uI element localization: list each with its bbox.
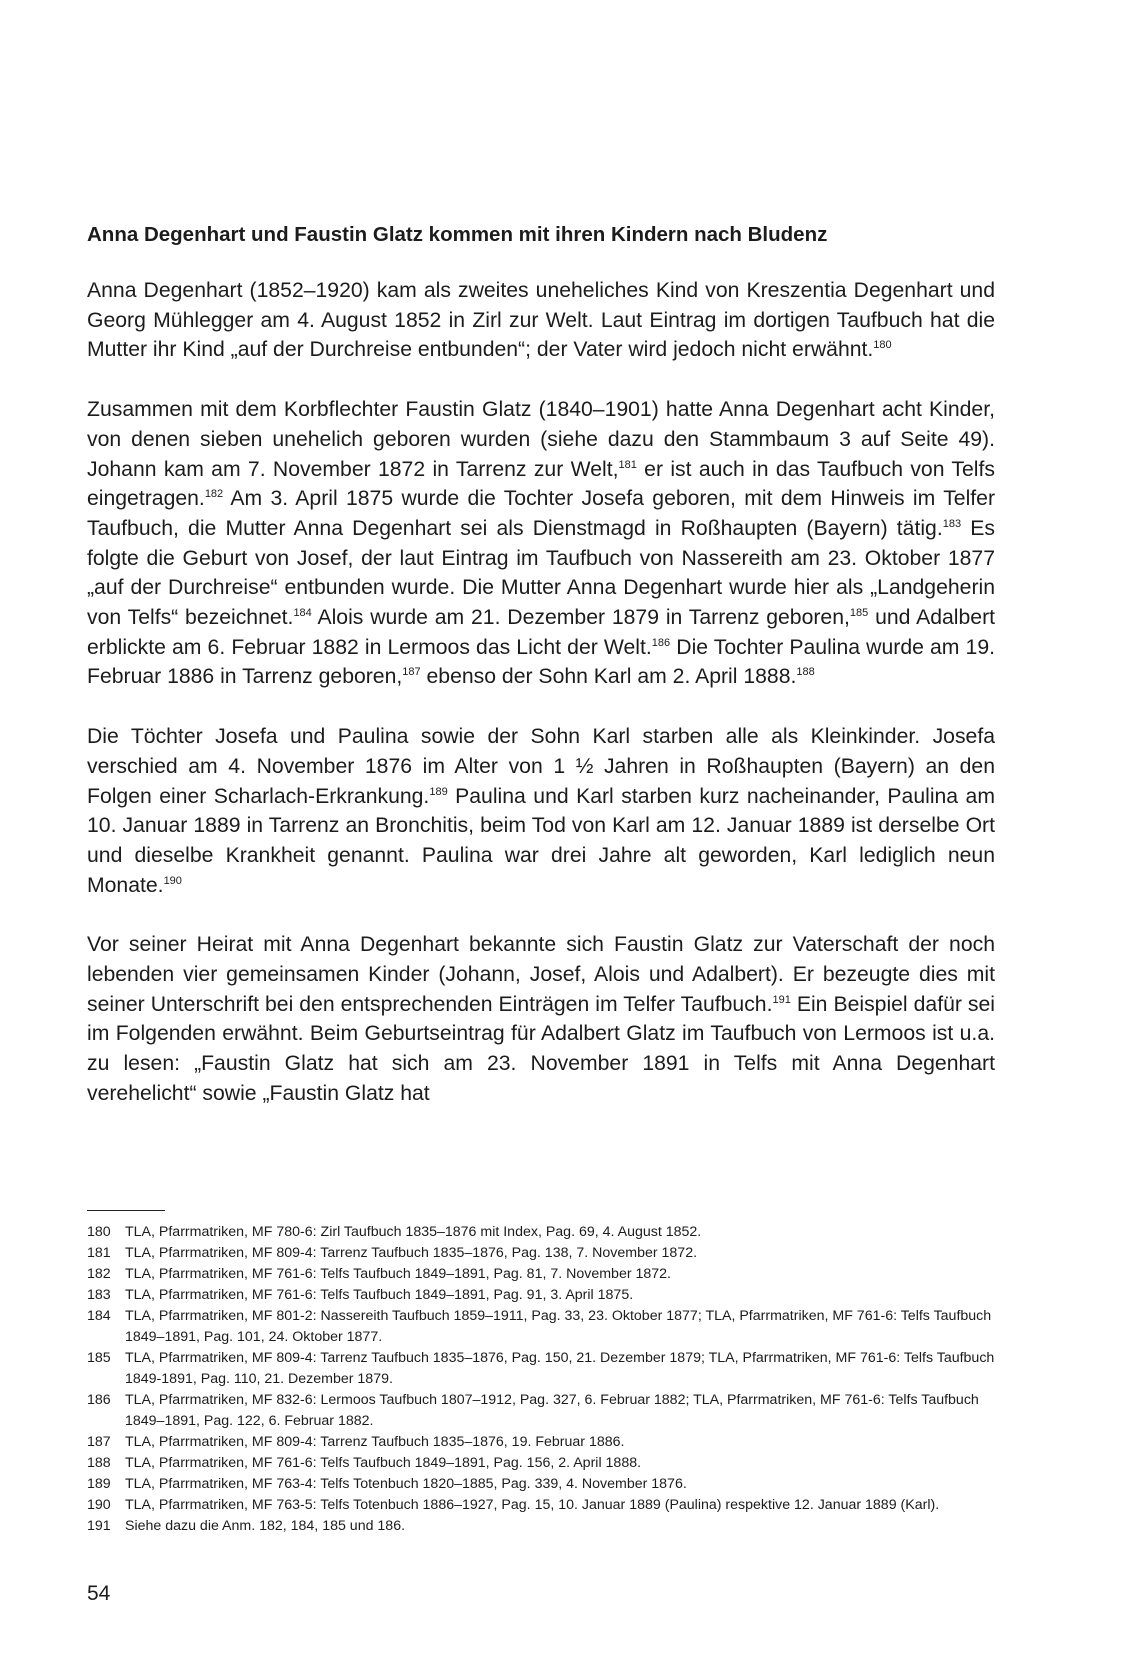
paragraph [87, 930, 995, 1108]
footnote-text: TLA, Pfarrmatriken, MF 780-6: Zirl Taufbuch 1835–1876 mit Index, Pag. 69, 4. August 1852. [125, 1224, 702, 1240]
footnote-marker[interactable]: 184 [293, 606, 312, 619]
paragraph-text: Zusammen mit dem Korbflechter Faustin Glatz (1840–1901) hatte Anna Degenhart acht Kinder, von denen sieben unehelich geboren wurden (siehe dazu den Stammbaum 3 auf Seite 49). Johann kam am 7. November 1872 in Tarrenz zur Welt, [87, 398, 995, 481]
footnote-marker[interactable]: 182 [204, 488, 224, 501]
body-text [87, 276, 995, 1139]
footnote-number: 180 [87, 1224, 111, 1240]
footnote-separator [87, 1210, 165, 1211]
footnote-text: TLA, Pfarrmatriken, MF 832-6: Lermoos Taufbuch 1807–1912, Pag. 327, 6. Februar 1882; TLA, Pfarrmatriken, MF 761-6: Telfs Taufbuch 1849–1891, Pag. 122, 6. Februar 1882. [125, 1392, 979, 1429]
footnote [87, 1306, 995, 1348]
footnote-number: 191 [87, 1518, 111, 1534]
footnote-marker[interactable]: 183 [942, 517, 962, 530]
footnote-number: 188 [87, 1455, 111, 1471]
footnote-marker[interactable]: 187 [402, 666, 421, 679]
footnote-marker[interactable]: 180 [873, 339, 892, 352]
footnote-text: TLA, Pfarrmatriken, MF 809-4: Tarrenz Taufbuch 1835–1876, 19. Februar 1886. [125, 1434, 625, 1450]
footnote-number: 182 [87, 1266, 111, 1282]
footnote-marker[interactable]: 186 [651, 636, 671, 649]
footnote-text: TLA, Pfarrmatriken, MF 809-4: Tarrenz Taufbuch 1835–1876, Pag. 150, 21. Dezember 1879; TLA, Pfarrmatriken, MF 761-6: Telfs Taufbuch 1849-1891, Pag. 110, 21. Dezember 1879. [125, 1350, 995, 1387]
paragraph-text: und Adalbert erblickte am 6. Februar 1882 in Lermoos das Licht der Welt. [87, 606, 996, 659]
footnote-marker[interactable]: 181 [618, 458, 637, 471]
paragraph-text: Paulina und Karl starben kurz nacheinander, Paulina am 10. Januar 1889 in Tarrenz an Bronchitis, beim Tod von Karl am 12. Januar 1889 ist derselbe Ort und dieselbe Krankheit genannt. Paulina war drei Jahre alt geworden, Karl lediglich neun Monate. [87, 784, 995, 897]
footnote-number: 184 [87, 1308, 111, 1324]
footnote-number: 183 [87, 1287, 111, 1303]
paragraph-text: Anna Degenhart (1852–1920) kam als zweites uneheliches Kind von Kreszentia Degenhart und Georg Mühlegger am 4. August 1852 in Zirl zur Welt. Laut Eintrag im dortigen Taufbuch hat die Mutter ihr Kind „auf der Durchreise entbunden“; der Vater wird jedoch nicht erwähnt. [87, 279, 995, 362]
paragraph [87, 276, 995, 365]
footnote [87, 1474, 995, 1495]
footnote-text: TLA, Pfarrmatriken, MF 809-4: Tarrenz Taufbuch 1835–1876, Pag. 138, 7. November 1872. [125, 1245, 698, 1261]
footnote [87, 1243, 995, 1264]
footnote-text: TLA, Pfarrmatriken, MF 761-6: Telfs Taufbuch 1849–1891, Pag. 156, 2. April 1888. [125, 1455, 642, 1471]
footnote-marker[interactable]: 185 [849, 606, 869, 619]
footnote-marker[interactable]: 191 [772, 993, 791, 1006]
footnote [87, 1222, 995, 1243]
footnote [87, 1453, 995, 1474]
footnote-text: TLA, Pfarrmatriken, MF 761-6: Telfs Taufbuch 1849–1891, Pag. 81, 7. November 1872. [125, 1266, 672, 1282]
paragraph-text: Vor seiner Heirat mit Anna Degenhart bekannte sich Faustin Glatz zur Vaterschaft der noch lebenden vier gemeinsamen Kinder (Johann, Josef, Alois und Adalbert). Er bezeugte dies mit seiner Unterschrift bei den entsprechenden Einträgen im Telfer Taufbuch. [87, 933, 995, 1016]
footnote [87, 1516, 995, 1537]
footnote-text: TLA, Pfarrmatriken, MF 761-6: Telfs Taufbuch 1849–1891, Pag. 91, 3. April 1875. [125, 1287, 634, 1303]
footnote [87, 1390, 995, 1432]
footnote-text: Siehe dazu die Anm. 182, 184, 185 und 186. [125, 1518, 406, 1534]
footnote [87, 1432, 995, 1453]
paragraph-text: Am 3. April 1875 wurde die Tochter Josefa geboren, mit dem Hinweis im Telfer Taufbuch, die Mutter Anna Degenhart sei als Dienstmagd in Roßhaupten (Bayern) tätig. [87, 487, 995, 540]
paragraph-text: ebenso der Sohn Karl am 2. April 1888. [420, 665, 797, 689]
paragraph-text: Ein Beispiel dafür sei im Folgenden erwähnt. Beim Geburtseintrag für Adalbert Glatz im Taufbuch von Lermoos ist u.a. zu lesen: „Faustin Glatz hat sich am 23. November 1891 in Telfs mit Anna Degenhart verehelicht“ sowie „Faustin Glatz hat [87, 992, 995, 1105]
footnote-text: TLA, Pfarrmatriken, MF 763-5: Telfs Totenbuch 1886–1927, Pag. 15, 10. Januar 1889 (Paulina) respektive 12. Januar 1889 (Karl). [125, 1497, 940, 1513]
paragraph-text: Die Tochter Paulina wurde am 19. Februar 1886 in Tarrenz geboren, [87, 635, 995, 689]
footnote-number: 187 [87, 1434, 111, 1450]
footnote [87, 1495, 995, 1516]
footnote-number: 185 [87, 1350, 111, 1366]
paragraph [87, 722, 995, 900]
footnote-marker[interactable]: 190 [163, 874, 182, 887]
footnote-number: 181 [87, 1245, 111, 1261]
footnote-number: 189 [87, 1476, 111, 1492]
paragraph-text: Es folgte die Geburt von Josef, der laut Eintrag im Taufbuch von Nassereith am 23. Oktober 1877 „auf der Durchreise“ entbunden wurde. Die Mutter Anna Degenhart wurde hier als „Landgeherin von Telfs“ bezeichnet. [87, 516, 995, 630]
footnotes [87, 1222, 995, 1537]
footnote [87, 1348, 995, 1390]
footnote-number: 190 [87, 1497, 111, 1513]
paragraph-text: Die Töchter Josefa und Paulina sowie der Sohn Karl starben alle als Kleinkinder. Josefa verschied am 4. November 1876 im Alter von 1 ½ Jahren in Roßhaupten (Bayern) an den Folgen einer Scharlach-Erkrankung. [87, 725, 995, 808]
footnote-marker[interactable]: 189 [429, 785, 448, 798]
paragraph-text: er ist auch in das Taufbuch von Telfs eingetragen. [87, 457, 995, 511]
footnote-marker[interactable]: 188 [796, 666, 815, 679]
footnote [87, 1285, 995, 1306]
section-heading: Anna Degenhart und Faustin Glatz kommen mit ihren Kindern nach Bludenz [87, 223, 828, 246]
footnote [87, 1264, 995, 1285]
footnote-text: TLA, Pfarrmatriken, MF 763-4: Telfs Totenbuch 1820–1885, Pag. 339, 4. November 1876. [125, 1476, 687, 1492]
footnote-number: 186 [87, 1392, 111, 1408]
footnote-text: TLA, Pfarrmatriken, MF 801-2: Nassereith Taufbuch 1859–1911, Pag. 33, 23. Oktober 1877; TLA, Pfarrmatriken, MF 761-6: Telfs Taufbuch 1849–1891, Pag. 101, 24. Oktober 1877. [125, 1308, 992, 1345]
page-number: 54 [87, 1582, 111, 1605]
paragraph [87, 395, 995, 692]
paragraph-text: Alois wurde am 21. Dezember 1879 in Tarrenz geboren, [311, 606, 850, 630]
